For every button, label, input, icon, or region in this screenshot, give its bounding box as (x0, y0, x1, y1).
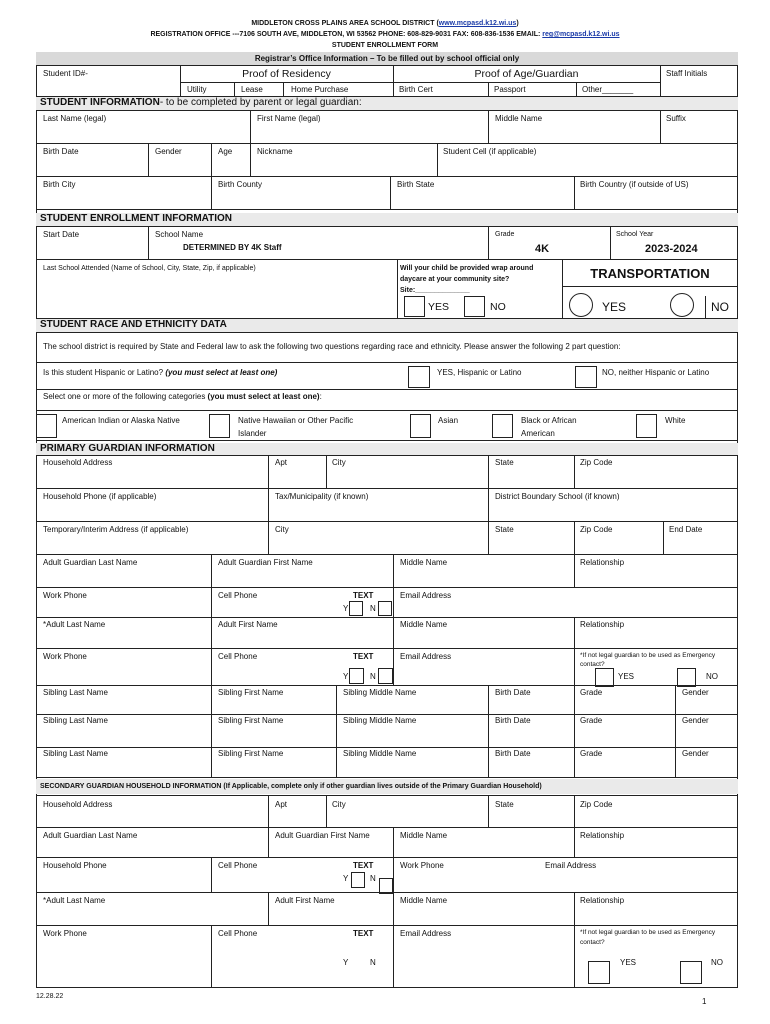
header-line-1: MIDDLETON CROSS PLAINS AREA SCHOOL DISTRICT (www.mcpasd.k12.wi.us) (251, 20, 519, 27)
adult2-text-label: TEXT (353, 652, 374, 661)
sibling3-birth-date-label: Birth Date (495, 749, 531, 758)
wrap-yes-checkbox[interactable] (404, 296, 425, 317)
sec-guardian-middle-name-label: Middle Name (400, 831, 448, 840)
sibling3-first-name-label: Sibling First Name (218, 749, 284, 758)
wrap-question-line-2: daycare at your community site? (400, 276, 510, 283)
gender-label: Gender (155, 147, 182, 156)
temp-state-label: State (495, 525, 514, 534)
sec-zip-label: Zip Code (580, 800, 613, 809)
black-checkbox[interactable] (492, 414, 513, 438)
text-yes-checkbox[interactable] (349, 601, 363, 616)
sec-emergency-no-checkbox[interactable] (680, 961, 702, 984)
sec-city-label: City (332, 800, 346, 809)
transport-yes-label: YES (602, 300, 627, 314)
last-name-label: Last Name (legal) (43, 114, 107, 123)
sec-adult2-first-name-label: Adult First Name (275, 896, 335, 905)
sec-guardian-last-name-label: Adult Guardian Last Name (43, 831, 138, 840)
transport-no-label: NO (711, 300, 729, 314)
sec-apt-label: Apt (275, 800, 288, 809)
white-checkbox[interactable] (636, 414, 657, 438)
adult2-work-phone-label: Work Phone (43, 652, 87, 661)
birth-city-label: Birth City (43, 180, 76, 189)
text-n-label: N (370, 604, 376, 613)
birth-cert-option[interactable]: Birth Cert (399, 85, 433, 94)
adult2-text-y-label: Y (343, 672, 349, 681)
sibling2-first-name-label: Sibling First Name (218, 716, 284, 725)
wrap-no-checkbox[interactable] (464, 296, 485, 317)
home-purchase-option[interactable]: Home Purchase (291, 85, 349, 94)
emergency-question-line-2: contact? (580, 661, 605, 668)
city-label: City (332, 458, 346, 467)
sec-emergency-no-label: NO (711, 958, 723, 967)
school-year-value: 2023-2024 (645, 243, 698, 255)
sec-emergency-yes-checkbox[interactable] (588, 961, 610, 984)
household-address-label: Household Address (43, 458, 113, 467)
sec-guardian-relationship-label: Relationship (580, 831, 625, 840)
apt-label: Apt (275, 458, 288, 467)
sec-text-y-label: Y (343, 874, 349, 883)
sibling2-birth-date-label: Birth Date (495, 716, 531, 725)
school-name-value: DETERMINED BY 4K Staff (183, 243, 282, 252)
school-name-label: School Name (155, 230, 204, 239)
zip-label: Zip Code (580, 458, 613, 467)
text-y-label: Y (343, 604, 349, 613)
wrap-question-line-1: Will your child be provided wrap around (400, 265, 534, 272)
sec-state-label: State (495, 800, 514, 809)
proof-residency-label: Proof of Residency (242, 68, 331, 80)
tax-muni-label: Tax/Municipality (if known) (275, 492, 369, 501)
sec-cell-phone-label: Cell Phone (218, 861, 258, 870)
sibling1-first-name-label: Sibling First Name (218, 688, 284, 697)
sibling1-gender-label: Gender (682, 688, 709, 697)
transport-yes-radio[interactable] (569, 293, 593, 317)
temp-zip-label: Zip Code (580, 525, 613, 534)
proof-age-label: Proof of Age/Guardian (474, 68, 579, 80)
wrap-no-label: NO (490, 301, 506, 313)
sec-adult2-work-phone-label: Work Phone (43, 929, 87, 938)
page-number: 1 (702, 997, 707, 1006)
email-label: Email Address (400, 591, 452, 600)
hispanic-yes-label: YES, Hispanic or Latino (437, 368, 522, 377)
birth-county-label: Birth County (218, 180, 263, 189)
adult2-text-yes-checkbox[interactable] (349, 668, 364, 684)
sec-email-label: Email Address (545, 861, 597, 870)
last-school-label: Last School Attended (Name of School, City, State, Zip, if applicable) (43, 265, 256, 272)
registrar-title: Registrar’s Office Information – To be filled out by school official only (254, 54, 520, 63)
sec-adult2-last-name-label: *Adult Last Name (43, 896, 106, 905)
wrap-site-label: Site:______________ (400, 287, 470, 294)
sibling3-middle-name-label: Sibling Middle Name (343, 749, 417, 758)
adult2-email-label: Email Address (400, 652, 452, 661)
birth-state-label: Birth State (397, 180, 435, 189)
district-boundary-label: District Boundary School (if known) (495, 492, 620, 501)
grade-label: Grade (495, 231, 515, 238)
other-option[interactable]: Other_______ (582, 85, 634, 94)
sibling3-last-name-label: Sibling Last Name (43, 749, 108, 758)
student-id-label: Student ID#- (43, 69, 88, 78)
middle-name-label: Middle Name (495, 114, 543, 123)
sibling1-grade-label: Grade (580, 688, 603, 697)
nickname-label: Nickname (257, 147, 293, 156)
emergency-yes-label: YES (618, 672, 635, 681)
black-label-line-1: Black or African (521, 416, 577, 425)
hawaiian-checkbox[interactable] (209, 414, 230, 438)
asian-checkbox[interactable] (410, 414, 431, 438)
guardian-relationship-label: Relationship (580, 558, 625, 567)
primary-guardian-header: PRIMARY GUARDIAN INFORMATION (36, 443, 738, 455)
adult2-middle-name-label: Middle Name (400, 620, 448, 629)
hispanic-yes-checkbox[interactable] (408, 366, 430, 388)
sec-adult2-text-n-label: N (370, 958, 376, 967)
emergency-question-line-1: *If not legal guardian to be used as Emergency (580, 652, 716, 659)
staff-initials-label: Staff Initials (666, 69, 708, 78)
hispanic-question: Is this student Hispanic or Latino? (you must select at least one) (43, 368, 278, 377)
form-date-code: 12.28.22 (36, 993, 64, 1000)
sibling2-grade-label: Grade (580, 716, 603, 725)
sec-text-label: TEXT (353, 861, 374, 870)
age-label: Age (218, 147, 233, 156)
adult2-last-name-label: *Adult Last Name (43, 620, 106, 629)
sec-work-phone-label: Work Phone (400, 861, 444, 870)
household-phone-label: Household Phone (if applicable) (43, 492, 157, 501)
sec-emergency-question-line-1: *If not legal guardian to be used as Emergency (580, 929, 716, 936)
adult2-relationship-label: Relationship (580, 620, 625, 629)
sec-text-n-label: N (370, 874, 376, 883)
sibling2-gender-label: Gender (682, 716, 709, 725)
district-website-link[interactable]: www.mcpasd.k12.wi.us (438, 20, 517, 27)
guardian-first-name-label: Adult Guardian First Name (218, 558, 313, 567)
hawaiian-label-line-2: Islander (238, 429, 267, 438)
start-date-label: Start Date (43, 230, 80, 239)
sec-text-yes-checkbox[interactable] (351, 872, 365, 888)
header-line-2: REGISTRATION OFFICE ---7106 SOUTH AVE, MIDDLETON, WI 53562 PHONE: 608-829-9031 FAX: 608-836-1536 EMAIL: reg@mcpasd.k12.wi.us (150, 31, 620, 38)
adult2-text-n-label: N (370, 672, 376, 681)
sibling3-grade-label: Grade (580, 749, 603, 758)
secondary-guardian-header: SECONDARY GUARDIAN HOUSEHOLD INFORMATION (If Applicable, complete only if other guardian lives outside of the Primary Guardian Household) (36, 779, 738, 794)
birth-date-label: Birth Date (43, 147, 79, 156)
suffix-label: Suffix (666, 114, 686, 123)
sibling1-middle-name-label: Sibling Middle Name (343, 688, 417, 697)
student-cell-label: Student Cell (if applicable) (443, 147, 537, 156)
school-year-label: School Year (616, 231, 654, 238)
adult2-first-name-label: Adult First Name (218, 620, 278, 629)
wrap-yes-label: YES (428, 301, 450, 313)
amer-indian-label: American Indian or Alaska Native (62, 416, 180, 425)
sec-adult2-text-label: TEXT (353, 929, 374, 938)
hispanic-no-checkbox[interactable] (575, 366, 597, 388)
utility-option[interactable]: Utility (187, 85, 207, 94)
sec-adult2-email-label: Email Address (400, 929, 452, 938)
end-date-label: End Date (669, 525, 703, 534)
sibling2-middle-name-label: Sibling Middle Name (343, 716, 417, 725)
hawaiian-label-line-1: Native Hawaiian or Other Pacific (238, 416, 354, 425)
emergency-no-label: NO (706, 672, 718, 681)
enrollment-header: STUDENT ENROLLMENT INFORMATION (36, 213, 738, 226)
sibling1-last-name-label: Sibling Last Name (43, 688, 108, 697)
state-label: State (495, 458, 514, 467)
sec-household-address-label: Household Address (43, 800, 113, 809)
sec-adult2-relationship-label: Relationship (580, 896, 625, 905)
temp-city-label: City (275, 525, 289, 534)
sec-adult2-cell-phone-label: Cell Phone (218, 929, 258, 938)
sec-emergency-yes-label: YES (620, 958, 637, 967)
sibling2-last-name-label: Sibling Last Name (43, 716, 108, 725)
work-phone-label: Work Phone (43, 591, 87, 600)
sec-adult2-text-y-label: Y (343, 958, 349, 967)
temp-address-label: Temporary/Interim Address (if applicable) (43, 525, 189, 534)
race-category-question: Select one or more of the following categories (you must select at least one): (43, 392, 322, 401)
registration-email-link[interactable]: reg@mcpasd.k12.wi.us (542, 31, 620, 38)
passport-option[interactable]: Passport (494, 85, 526, 94)
student-info-header: STUDENT INFORMATION- to be completed by parent or legal guardian: (36, 97, 738, 110)
sec-adult2-middle-name-label: Middle Name (400, 896, 448, 905)
first-name-label: First Name (legal) (257, 114, 321, 123)
grade-value: 4K (535, 243, 550, 255)
race-intro: The school district is required by State and Federal law to ask the following two questions regarding race and ethnicity. Please answer the following 2 part question: (43, 342, 621, 351)
sec-guardian-first-name-label: Adult Guardian First Name (275, 831, 370, 840)
adult2-cell-phone-label: Cell Phone (218, 652, 258, 661)
sec-household-phone-label: Household Phone (43, 861, 107, 870)
black-label-line-2: American (521, 429, 555, 438)
amer-indian-checkbox[interactable] (36, 414, 57, 438)
guardian-middle-name-label: Middle Name (400, 558, 448, 567)
form-frame (36, 52, 738, 988)
transport-no-radio[interactable] (670, 293, 694, 317)
transportation-label: TRANSPORTATION (590, 266, 710, 281)
asian-label: Asian (438, 416, 459, 425)
guardian-last-name-label: Adult Guardian Last Name (43, 558, 138, 567)
form-title: STUDENT ENROLLMENT FORM (331, 42, 439, 49)
cell-phone-label: Cell Phone (218, 591, 258, 600)
text-no-checkbox[interactable] (378, 601, 392, 616)
sibling1-birth-date-label: Birth Date (495, 688, 531, 697)
sec-emergency-question-line-2: contact? (580, 939, 605, 946)
lease-option[interactable]: Lease (241, 85, 263, 94)
birth-country-label: Birth Country (if outside of US) (580, 180, 689, 189)
race-header: STUDENT RACE AND ETHNICITY DATA (36, 319, 738, 332)
adult2-text-no-checkbox[interactable] (378, 668, 393, 684)
sibling3-gender-label: Gender (682, 749, 709, 758)
hispanic-no-label: NO, neither Hispanic or Latino (602, 368, 710, 377)
text-label: TEXT (353, 591, 374, 600)
white-label: White (665, 416, 686, 425)
